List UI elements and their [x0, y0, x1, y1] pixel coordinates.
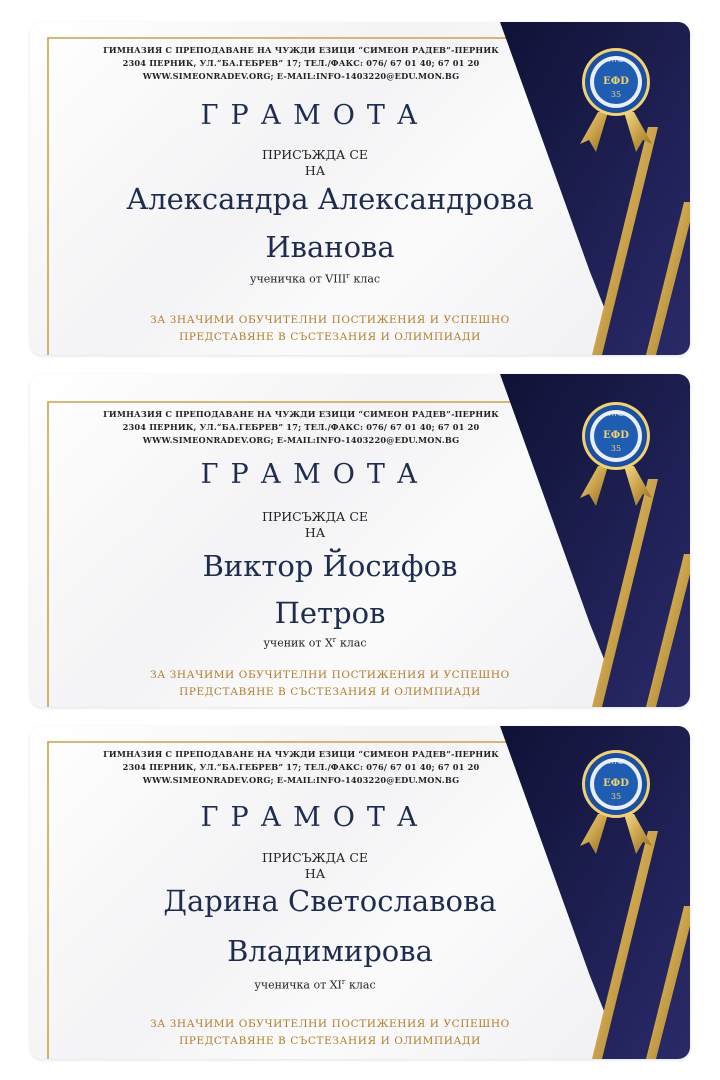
recipient-grade	[130, 636, 500, 650]
reason-line2: ПРЕДСТАВЯНЕ В СЪСТЕЗАНИЯ И ОЛИМПИАДИ	[179, 1035, 481, 1047]
recipient-grade	[130, 978, 500, 992]
svg-text:35: 35	[610, 444, 622, 453]
certificate-card-2	[30, 374, 690, 707]
recipient-name-line2: Владимирова	[227, 934, 433, 968]
grade-suffix: клас	[345, 978, 376, 992]
awarded-line2: НА	[304, 163, 326, 178]
awarded-line2: НА	[304, 866, 326, 881]
svg-text:ЕФD: ЕФD	[603, 430, 629, 441]
school-web: WWW.SIMEONRADEV.ORG; E-MAIL:INFO-1403220@EDU.MON.BG	[142, 775, 460, 785]
svg-text:ЕФD: ЕФD	[603, 76, 629, 87]
recipient-name-line1: Дарина Светославова	[163, 884, 497, 918]
grade-prefix: ученичка от	[249, 272, 326, 286]
svg-text:ГПЧЕ: ГПЧЕ	[608, 760, 624, 766]
recipient-name-line1: Александра Александрова	[126, 182, 534, 216]
svg-text:35: 35	[610, 792, 622, 801]
award-reason	[90, 667, 570, 701]
recipient-name-line2: Петров	[274, 596, 386, 630]
school-header	[78, 44, 524, 83]
school-address: 2304 ПЕРНИК, УЛ.“БА.ГЕБРЕВ” 17; ТЕЛ./ФАКС: 076/ 67 01 40; 67 01 20	[122, 762, 480, 772]
svg-text:ГПЧЕ: ГПЧЕ	[608, 412, 624, 418]
awarded-text	[130, 147, 500, 179]
reason-line1: ЗА ЗНАЧИМИ ОБУЧИТЕЛНИ ПОСТИЖЕНИЯ И УСПЕШНО	[150, 1018, 510, 1030]
school-header	[78, 748, 524, 787]
certificate-card-3	[30, 726, 690, 1059]
awarded-line2: НА	[304, 525, 326, 540]
school-name: ГИМНАЗИЯ С ПРЕПОДАВАНЕ НА ЧУЖДИ ЕЗИЦИ “СИМЕОН РАДЕВ”-ПЕРНИК	[103, 409, 499, 419]
awarded-text	[130, 509, 500, 541]
grade-prefix: ученик от	[263, 636, 325, 650]
grade-suffix: клас	[349, 272, 381, 286]
school-name: ГИМНАЗИЯ С ПРЕПОДАВАНЕ НА ЧУЖДИ ЕЗИЦИ “СИМЕОН РАДЕВ”-ПЕРНИК	[103, 45, 499, 55]
awarded-line1: ПРИСЪЖДА СЕ	[261, 147, 369, 162]
certificate-title: ГРАМОТА	[200, 459, 430, 490]
svg-text:ГПЧЕ: ГПЧЕ	[608, 58, 624, 64]
svg-text:ЕФD: ЕФD	[603, 778, 629, 789]
recipient-name-line2: Иванова	[265, 230, 395, 264]
grade-prefix: ученичка от	[254, 978, 330, 992]
school-header	[78, 408, 524, 447]
awarded-line1: ПРИСЪЖДА СЕ	[261, 850, 369, 865]
grade-number: VIII	[325, 272, 347, 286]
awarded-text	[130, 850, 500, 882]
reason-line2: ПРЕДСТАВЯНЕ В СЪСТЕЗАНИЯ И ОЛИМПИАДИ	[179, 686, 481, 698]
school-web: WWW.SIMEONRADEV.ORG; E-MAIL:INFO-1403220@EDU.MON.BG	[142, 71, 460, 81]
award-reason	[90, 312, 570, 346]
certificate-title: ГРАМОТА	[200, 100, 430, 131]
grade-letter: г	[341, 978, 346, 986]
school-address: 2304 ПЕРНИК, УЛ.“БА.ГЕБРЕВ” 17; ТЕЛ./ФАКС: 076/ 67 01 40; 67 01 20	[122, 422, 480, 432]
reason-line1: ЗА ЗНАЧИМИ ОБУЧИТЕЛНИ ПОСТИЖЕНИЯ И УСПЕШНО	[150, 669, 510, 681]
grade-number: XI	[329, 978, 342, 992]
awarded-line1: ПРИСЪЖДА СЕ	[261, 509, 369, 524]
grade-letter: г	[346, 272, 350, 280]
grade-letter: г	[332, 636, 337, 644]
school-address: 2304 ПЕРНИК, УЛ.“БА.ГЕБРЕВ” 17; ТЕЛ./ФАКС: 076/ 67 01 40; 67 01 20	[122, 58, 480, 68]
school-web: WWW.SIMEONRADEV.ORG; E-MAIL:INFO-1403220@EDU.MON.BG	[142, 435, 460, 445]
reason-line1: ЗА ЗНАЧИМИ ОБУЧИТЕЛНИ ПОСТИЖЕНИЯ И УСПЕШНО	[150, 314, 510, 326]
svg-text:35: 35	[610, 90, 622, 99]
certificate-card-1	[30, 22, 690, 355]
recipient-name-line1: Виктор Йосифов	[202, 549, 458, 583]
grade-number: X	[324, 636, 333, 650]
certificate-title: ГРАМОТА	[200, 802, 430, 833]
school-name: ГИМНАЗИЯ С ПРЕПОДАВАНЕ НА ЧУЖДИ ЕЗИЦИ “СИМЕОН РАДЕВ”-ПЕРНИК	[103, 749, 499, 759]
recipient-grade	[130, 272, 500, 286]
grade-suffix: клас	[336, 636, 367, 650]
award-reason	[90, 1016, 570, 1050]
reason-line2: ПРЕДСТАВЯНЕ В СЪСТЕЗАНИЯ И ОЛИМПИАДИ	[179, 331, 481, 343]
